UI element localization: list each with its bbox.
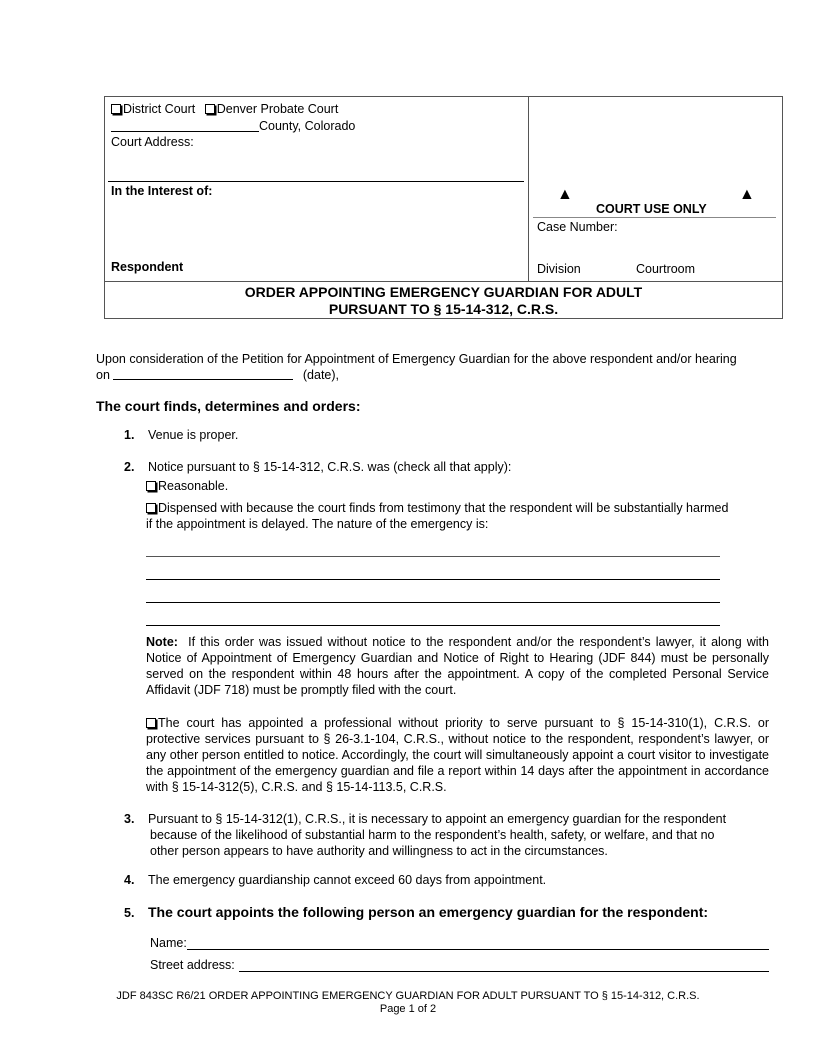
respondent-label: Respondent <box>111 260 184 274</box>
district-court-label: District Court <box>123 102 196 116</box>
case-number-label: Case Number: <box>537 220 618 234</box>
triangle-left-icon: ▲ <box>557 186 573 203</box>
footer-page-number: Page 1 of 2 <box>379 1003 437 1015</box>
dispensed-line-2: if the appointment is delayed. The nature of the emergency is: <box>146 517 489 531</box>
name-row <box>150 936 769 950</box>
item-5-number: 5. <box>124 906 135 920</box>
note-text: If this order was issued without notice to the respondent and/or the respondent’s lawyer, it along with Notice of Appointment of Emergency Guardian and Notice of Right to Hearing (JDF 844) must be personally served on the respondent within 48 hours after the appointment. A copy of the completed Personal Service Affidavit (JDF 718) must be promptly filed with the court. <box>146 635 769 697</box>
court-options <box>111 102 338 116</box>
title-line-1: ORDER APPOINTING EMERGENCY GUARDIAN FOR ADULT <box>244 284 643 300</box>
item-1-text: Venue is proper. <box>148 428 239 442</box>
intro-line-1: Upon consideration of the Petition for Appointment of Emergency Guardian for the above respondent and/or hearing <box>96 352 737 366</box>
professional-checkbox[interactable] <box>146 718 156 728</box>
street-field[interactable] <box>239 959 769 972</box>
findings-heading: The court finds, determines and orders: <box>96 398 361 414</box>
option-dispensed <box>146 500 770 532</box>
item-2-text: Notice pursuant to § 15-14-312, C.R.S. was (check all that apply): <box>148 460 512 474</box>
district-court-checkbox[interactable] <box>111 104 121 114</box>
street-label: Street address: <box>150 958 235 972</box>
item-1 <box>124 428 238 442</box>
triangle-right-icon: ▲ <box>739 186 755 203</box>
courtroom-label: Courtroom <box>636 262 696 276</box>
page-title <box>104 284 783 318</box>
court-address-rule <box>108 181 524 182</box>
professional-paragraph <box>146 715 769 795</box>
reasonable-label: Reasonable. <box>158 479 229 493</box>
footer-form-line: JDF 843SC R6/21 ORDER APPOINTING EMERGENCY GUARDIAN FOR ADULT PURSUANT TO § 15-14-312, C.R.S. <box>116 990 700 1002</box>
title-divider <box>104 281 783 282</box>
hearing-date-field[interactable] <box>113 368 293 380</box>
note-label: Note: <box>146 635 178 649</box>
dispensed-line-1: Dispensed with because the court finds from testimony that the respondent will be substantially harmed <box>158 501 729 515</box>
dispensed-checkbox[interactable] <box>146 503 156 513</box>
note-paragraph <box>146 634 769 698</box>
name-field[interactable] <box>187 937 769 950</box>
professional-text: The court has appointed a professional without priority to serve pursuant to § 15-14-310(1), C.R.S. or protective services pursuant to § 26-3.1-104, C.R.S., without notice to the respondent, respondent’s lawyer, or any other person entitled to notice. Accordingly, the court will simultaneously appoint a court visitor to investigate the appointment of the emergency guardian and file a report within 14 days after the appointment in accordance with § 15-14-312(5), C.R.S. and § 15-14-113.5, C.R.S. <box>146 716 769 794</box>
item-5-text: The court appoints the following person an emergency guardian for the respondent: <box>148 904 709 920</box>
emergency-line-1[interactable] <box>146 556 720 557</box>
division-label: Division <box>537 262 581 276</box>
item-3-line-2: because of the likelihood of substantial harm to the respondent’s health, safety, or welfare, and that no <box>150 828 715 842</box>
court-use-only: COURT USE ONLY <box>596 202 707 216</box>
emergency-line-4[interactable] <box>146 625 720 626</box>
item-1-number: 1. <box>124 428 135 442</box>
intro-paragraph <box>96 351 776 383</box>
item-4 <box>124 873 546 887</box>
footer <box>0 990 816 1016</box>
intro-date-label: (date), <box>302 368 340 382</box>
caption-divider <box>528 96 529 282</box>
item-2-number: 2. <box>124 460 135 474</box>
county-blank[interactable] <box>111 119 259 132</box>
item-5 <box>124 904 708 920</box>
item-3-line-1: Pursuant to § 15-14-312(1), C.R.S., it is necessary to appoint an emergency guardian for the respondent <box>148 812 727 826</box>
emergency-line-2[interactable] <box>146 579 720 580</box>
intro-line-2 <box>96 367 776 383</box>
item-3 <box>124 811 726 859</box>
option-reasonable <box>146 479 228 493</box>
item-4-number: 4. <box>124 873 135 887</box>
item-3-line-3: other person appears to have authority and willingness to act in the circumstances. <box>150 844 608 858</box>
denver-probate-label: Denver Probate Court <box>216 102 339 116</box>
court-address-label: Court Address: <box>111 135 194 149</box>
name-label: Name: <box>150 936 187 950</box>
reasonable-checkbox[interactable] <box>146 481 156 491</box>
title-line-2: PURSUANT TO § 15-14-312, C.R.S. <box>328 301 559 317</box>
street-row <box>150 958 769 972</box>
item-2 <box>124 460 511 474</box>
intro-on: on <box>96 368 110 382</box>
court-use-rule <box>533 217 776 218</box>
denver-probate-checkbox[interactable] <box>205 104 215 114</box>
interest-label: In the Interest of: <box>111 184 213 198</box>
county-line <box>111 119 355 133</box>
emergency-line-3[interactable] <box>146 602 720 603</box>
item-3-number: 3. <box>124 812 135 826</box>
county-label: County, Colorado <box>259 119 356 133</box>
item-4-text: The emergency guardianship cannot exceed 60 days from appointment. <box>148 873 547 887</box>
